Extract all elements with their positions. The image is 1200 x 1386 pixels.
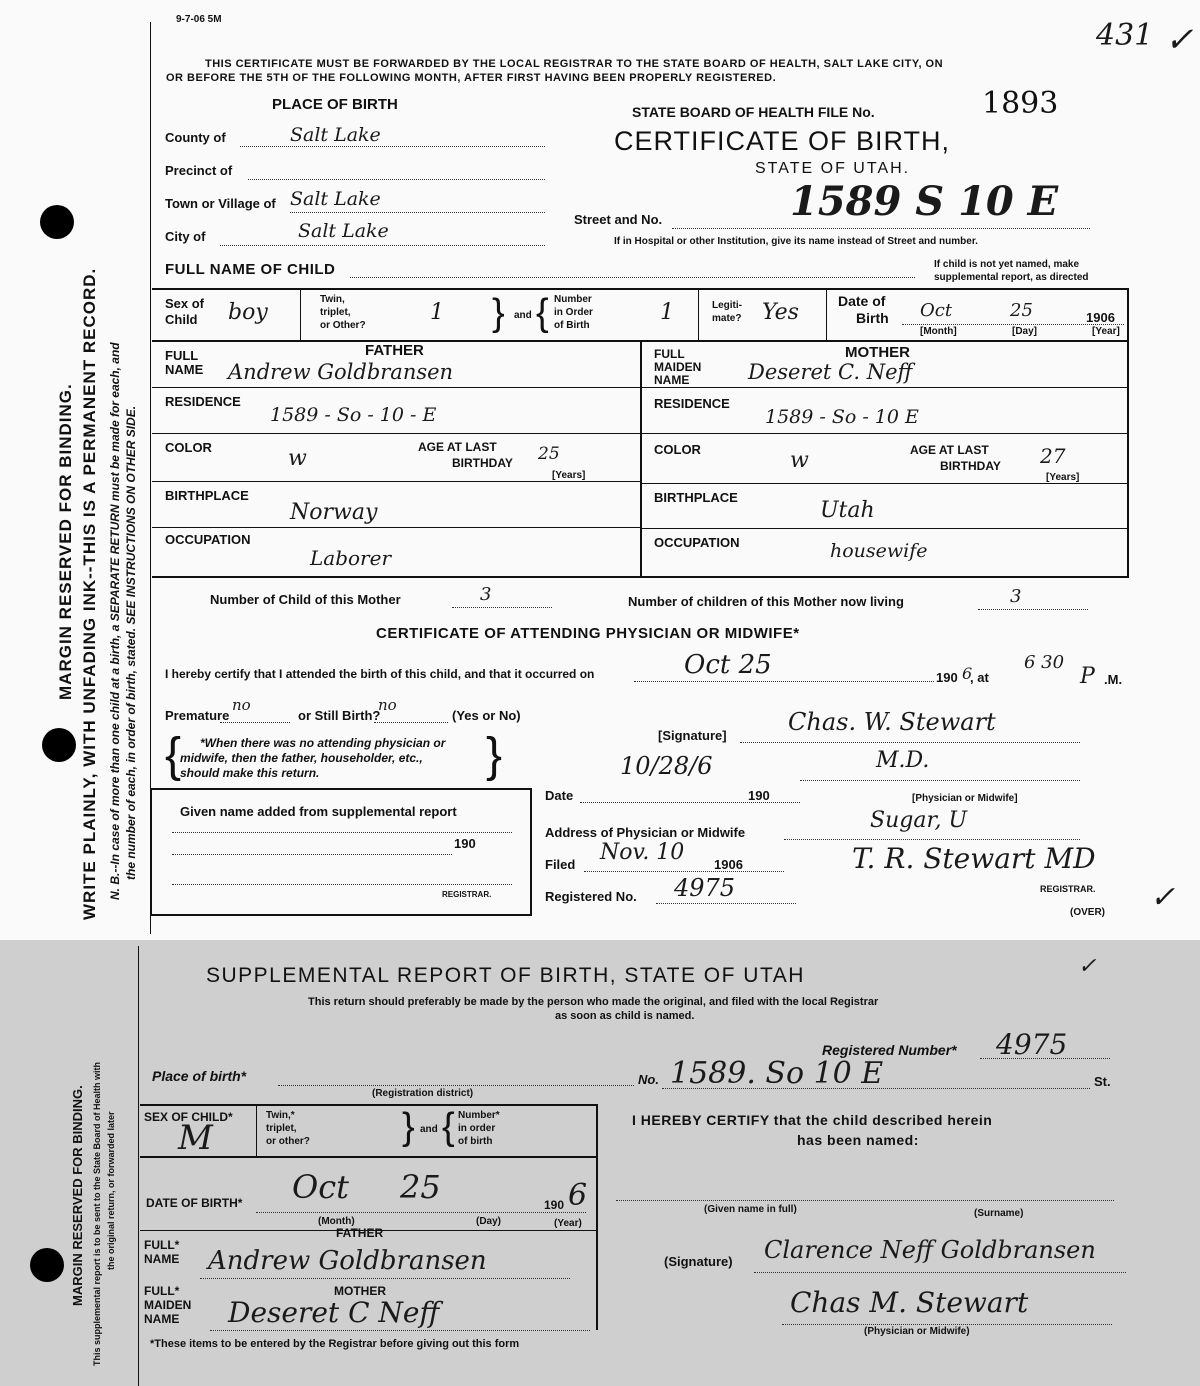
forward-note-2: OR BEFORE THE 5TH OF THE FOLLOWING MONTH, AFTER FIRST HAVING BEEN PROPERLY REGISTERED.: [166, 72, 777, 84]
child-note-1: If child is not yet named, make: [934, 259, 1080, 270]
child-name-label: FULL NAME OF CHILD: [165, 261, 336, 278]
supp-day-caption: (Day): [476, 1216, 502, 1227]
twin-value: 1: [430, 300, 444, 325]
check-mark-icon: ✓: [1150, 880, 1176, 915]
supp-year-caption: (Year): [554, 1218, 582, 1229]
supp-dob-line: [256, 1212, 586, 1213]
sex-value: boy: [228, 300, 268, 325]
given-registrar: REGISTRAR.: [442, 890, 492, 899]
precinct-label: Precinct of: [165, 163, 233, 178]
row-rule: [642, 483, 1128, 484]
given-line: [172, 854, 452, 855]
filed-date: Nov. 10: [600, 840, 685, 865]
children-living: 3: [1010, 586, 1022, 607]
father-name-label: NAME: [165, 362, 204, 377]
premature-value: no: [232, 696, 251, 714]
still-birth-label: or Still Birth?: [298, 708, 381, 723]
supp-physician: Chas M. Stewart: [790, 1286, 1029, 1319]
filed-line: [584, 871, 784, 872]
supp-registered-label: Registered Number*: [822, 1042, 957, 1058]
over-caption: (OVER): [1070, 907, 1105, 918]
supp-signature: Clarence Neff Goldbransen: [764, 1236, 1096, 1264]
supp-father-line: [200, 1278, 570, 1279]
mother-color-label: COLOR: [654, 442, 701, 457]
father-heading: FATHER: [365, 342, 424, 359]
check-mark-icon: ✓: [1078, 954, 1097, 979]
row-rule: [152, 387, 640, 388]
filed-year: 1906: [714, 857, 743, 872]
father-years-caption: [Years]: [552, 470, 586, 481]
address-line: [784, 839, 1080, 840]
registrar-signature: T. R. Stewart MD: [852, 842, 1096, 875]
precinct-line: [248, 179, 545, 180]
check-mark-icon: ✓: [1165, 20, 1194, 60]
brace-icon: {: [165, 729, 182, 782]
physician-title: M.D.: [876, 748, 930, 773]
no-physician-note-2: midwife, then the father, householder, etc.,: [180, 751, 423, 765]
county-value: Salt Lake: [290, 124, 381, 146]
margin-note-2: the number of each, in order of birth, stated. SEE INSTRUCTIONS ON OTHER SIDE.: [124, 405, 138, 880]
father-age-label-2: BIRTHDAY: [452, 456, 513, 470]
supp-margin-note-2: the original return, or forwarded later: [106, 1111, 116, 1270]
dob-label-2: Birth: [856, 310, 889, 326]
child-name-line: [350, 277, 915, 278]
physician-caption: [Physician or Midwife]: [912, 793, 1018, 804]
pm-suffix: .M.: [1104, 672, 1123, 687]
supp-place-label: Place of birth*: [152, 1068, 247, 1084]
supp-dob-month: Oct: [292, 1168, 350, 1206]
father-color: w: [288, 446, 307, 471]
yes-no-caption: (Yes or No): [452, 708, 521, 723]
supp-twin-label-2: triplet,: [266, 1123, 297, 1134]
given-line: [172, 884, 512, 885]
cell-rule: [300, 290, 301, 340]
supp-sex-label: SEX OF CHILD*: [144, 1110, 233, 1124]
supp-mother-maiden-label: MAIDEN: [144, 1298, 192, 1312]
town-line: [290, 212, 545, 213]
father-color-label: COLOR: [165, 440, 212, 455]
dob-year: 1906: [1086, 310, 1115, 325]
signature-label: [Signature]: [658, 728, 727, 743]
birth-year-digit: 6: [962, 664, 973, 683]
and-label: and: [514, 310, 532, 321]
father-full-label: FULL: [165, 348, 199, 363]
legit-label-2: mate?: [712, 313, 742, 324]
file-number: 1893: [982, 86, 1059, 121]
row-rule: [642, 433, 1128, 434]
supp-surname-caption: (Surname): [974, 1208, 1024, 1219]
father-occupation-label: OCCUPATION: [165, 532, 251, 547]
address-label: Address of Physician or Midwife: [545, 825, 746, 840]
supplemental-report: [0, 940, 1200, 1386]
row-rule: [642, 528, 1128, 529]
sex-label-2: Child: [165, 312, 198, 327]
order-value: 1: [660, 300, 674, 325]
still-birth-value: no: [378, 696, 397, 714]
month-caption: [Month]: [920, 326, 957, 337]
file-label: STATE BOARD OF HEALTH FILE No.: [632, 104, 875, 120]
still-birth-line: [374, 722, 448, 723]
father-residence-label: RESIDENCE: [165, 394, 241, 409]
supp-father-name-label: NAME: [144, 1252, 180, 1266]
certify-line: [634, 681, 934, 682]
binding-hole: [30, 1248, 64, 1282]
street-note: If in Hospital or other Institution, give its name instead of Street and number.: [614, 236, 978, 247]
form-code: 9-7-06 5M: [176, 14, 222, 25]
brace-icon: {: [442, 1106, 455, 1148]
supp-given-caption: (Given name in full): [704, 1204, 797, 1215]
brace-icon: }: [402, 1106, 415, 1148]
cell-rule: [698, 290, 699, 340]
legit-label: Legiti-: [712, 300, 742, 311]
registrar-caption: REGISTRAR.: [1040, 884, 1096, 894]
supp-sex: M: [178, 1118, 213, 1158]
mother-birthplace: Utah: [820, 498, 875, 523]
order-label-2: in Order: [554, 307, 593, 318]
mother-color: w: [790, 448, 809, 473]
father-birthplace-label: BIRTHPLACE: [165, 488, 249, 503]
street-line: [672, 228, 1090, 229]
supp-month-caption: (Month): [318, 1216, 355, 1227]
supp-signature-line: [754, 1272, 1126, 1273]
mother-occupation: housewife: [830, 540, 928, 562]
mother-age: 27: [1040, 444, 1066, 468]
given-name-box: [150, 788, 532, 916]
title-line: [800, 780, 1080, 781]
row-rule: [140, 1104, 596, 1106]
mother-birthplace-label: BIRTHPLACE: [654, 490, 738, 505]
date-label: Date: [545, 788, 574, 803]
birth-pm: P: [1080, 664, 1095, 689]
town-value: Salt Lake: [290, 188, 381, 210]
dob-month: Oct: [920, 300, 953, 321]
supp-father-heading: FATHER: [336, 1226, 384, 1240]
mother-years-caption: [Years]: [1046, 472, 1080, 483]
order-label-3: of Birth: [554, 320, 590, 331]
county-label: County of: [165, 130, 226, 145]
row-rule: [152, 433, 640, 434]
premature-line: [220, 722, 290, 723]
supp-st-label: St.: [1094, 1074, 1111, 1089]
cell-rule: [256, 1106, 257, 1156]
supp-no-label: No.: [638, 1072, 659, 1087]
row-rule: [642, 387, 1128, 388]
year-caption: [Year]: [1092, 326, 1120, 337]
supp-mother-line: [210, 1330, 590, 1331]
signed-year-prefix: 190: [748, 788, 770, 803]
physician-address: Sugar, U: [870, 808, 968, 833]
city-line: [220, 245, 545, 246]
binding-hole: [40, 205, 74, 239]
mother-name: Deseret C. Neff: [748, 360, 913, 384]
supp-margin-binding: MARGIN RESERVED FOR BINDING.: [70, 1085, 85, 1306]
birth-time: 6 30: [1024, 652, 1065, 673]
margin-note-1: N. B.--In case of more than one child at a birth, a SEPARATE RETURN must be made for each, and: [108, 342, 122, 900]
forward-note-1: THIS CERTIFICATE MUST BE FORWARDED BY THE LOCAL REGISTRAR TO THE STATE BOARD OF HEALTH, SALT LAKE CITY, ON: [205, 58, 944, 70]
given-name-label: Given name added from supplemental report: [180, 804, 457, 819]
margin-binding: MARGIN RESERVED FOR BINDING.: [56, 383, 75, 700]
physician-signature: Chas. W. Stewart: [788, 708, 996, 736]
father-age: 25: [538, 444, 560, 464]
supp-dob-label: DATE OF BIRTH*: [146, 1196, 243, 1210]
registered-line: [656, 903, 796, 904]
street-value: 1589 S 10 E: [790, 178, 1059, 225]
certificate-title: CERTIFICATE OF BIRTH,: [614, 126, 951, 156]
supp-order-label: Number*: [458, 1110, 500, 1121]
no-physician-note-3: should make this return.: [180, 766, 320, 780]
binding-hole: [42, 728, 76, 762]
premature-label: Premature: [165, 708, 230, 723]
legit-value: Yes: [762, 300, 799, 325]
mother-age-label: AGE AT LAST: [910, 443, 989, 457]
certify-text: I hereby certify that I attended the birth of this child, and that it occurred on: [165, 667, 595, 681]
supp-dob-year: 6: [568, 1178, 588, 1213]
order-label: Number: [554, 294, 592, 305]
supp-father-full-label: FULL*: [144, 1238, 180, 1252]
supp-registered-number: 4975: [996, 1028, 1068, 1061]
birth-date: Oct 25: [684, 650, 772, 680]
margin-write-plainly: WRITE PLAINLY, WITH UNFADING INK--THIS IS A PERMANENT RECORD.: [80, 267, 99, 920]
supp-divider: [596, 1104, 598, 1330]
child-number-line: [452, 607, 552, 608]
supp-father: Andrew Goldbransen: [208, 1246, 487, 1276]
dob-label: Date of: [838, 293, 886, 309]
parents-divider: [640, 342, 642, 576]
supp-note-2: as soon as child is named.: [555, 1010, 695, 1022]
given-year: 190: [454, 836, 476, 851]
supp-dob-year-prefix: 190: [544, 1198, 565, 1212]
brace-icon: }: [486, 729, 503, 782]
row-rule: [152, 576, 1129, 578]
row-rule: [152, 288, 1129, 290]
brace-icon: }: [492, 292, 505, 334]
mother-maiden-label: MAIDEN: [654, 360, 702, 374]
supp-dob-day: 25: [400, 1168, 441, 1206]
twin-label-3: or Other?: [320, 320, 366, 331]
supp-mother-heading: MOTHER: [334, 1284, 386, 1298]
supp-order-label-2: in order: [458, 1123, 496, 1134]
father-birthplace: Norway: [290, 500, 378, 525]
city-value: Salt Lake: [298, 220, 389, 242]
registered-number: 4975: [674, 874, 736, 902]
supp-margin-note: This supplemental report is to be sent to the State Board of Health with: [92, 1061, 102, 1366]
row-rule: [152, 481, 640, 482]
supp-twin-label-3: or other?: [266, 1136, 310, 1147]
supp-physician-caption: (Physician or Midwife): [864, 1326, 970, 1337]
supp-district-caption: (Registration district): [372, 1088, 474, 1099]
father-age-label: AGE AT LAST: [418, 440, 497, 454]
supp-mother-full-label: FULL*: [144, 1284, 180, 1298]
row-rule: [152, 527, 640, 528]
supp-mother-name-label: NAME: [144, 1312, 180, 1326]
supp-twin-label: Twin,*: [266, 1110, 295, 1121]
signed-date: 10/28/6: [620, 752, 713, 780]
corner-number: 431: [1096, 18, 1154, 53]
signature-line: [740, 742, 1080, 743]
twin-label: Twin,: [320, 294, 345, 305]
brace-icon: {: [536, 292, 549, 334]
father-occupation: Laborer: [310, 546, 392, 570]
physician-heading: CERTIFICATE OF ATTENDING PHYSICIAN OR MIDWIFE*: [376, 625, 800, 642]
children-living-line: [978, 609, 1088, 610]
mother-heading: MOTHER: [845, 344, 910, 361]
town-label: Town or Village of: [165, 196, 276, 211]
mother-age-label-2: BIRTHDAY: [940, 459, 1001, 473]
supp-footnote: *These items to be entered by the Registrar before giving out this form: [150, 1338, 520, 1350]
no-physician-note-1: *When there was no attending physician or: [200, 736, 446, 750]
county-line: [240, 146, 545, 147]
supp-name-line: [616, 1200, 1114, 1201]
mother-residence-label: RESIDENCE: [654, 396, 730, 411]
supp-address: 1589. So 10 E: [670, 1056, 884, 1091]
child-note-2: supplemental report, as directed: [934, 272, 1089, 283]
father-name: Andrew Goldbransen: [228, 360, 454, 384]
filed-label: Filed: [545, 857, 576, 872]
supp-order-label-3: of birth: [458, 1136, 493, 1147]
state-title: STATE OF UTAH.: [755, 160, 911, 177]
mother-residence: 1589 - So - 10 E: [765, 406, 919, 428]
twin-label-2: triplet,: [320, 307, 351, 318]
father-residence: 1589 - So - 10 - E: [270, 404, 437, 426]
supp-certify-2: has been named:: [797, 1132, 919, 1148]
sex-label: Sex of: [165, 296, 205, 311]
mother-occupation-label: OCCUPATION: [654, 535, 740, 550]
city-label: City of: [165, 229, 206, 244]
dob-day: 25: [1010, 300, 1033, 321]
supp-signature-label: (Signature): [664, 1254, 733, 1269]
place-heading: PLACE OF BIRTH: [272, 96, 398, 113]
children-living-label: Number of children of this Mother now living: [628, 594, 904, 609]
birth-year-prefix: 190: [936, 670, 958, 685]
supp-and-label: and: [420, 1124, 438, 1135]
street-label: Street and No.: [574, 212, 663, 227]
cell-rule: [826, 290, 827, 340]
registered-label: Registered No.: [545, 889, 637, 904]
supp-place-line: [278, 1085, 634, 1086]
given-line: [172, 832, 512, 833]
child-number-label: Number of Child of this Mother: [210, 592, 401, 607]
supp-certify-1: I HEREBY CERTIFY that the child described herein: [632, 1112, 993, 1128]
child-number: 3: [480, 584, 492, 605]
margin-line: [138, 946, 139, 1386]
supp-title: SUPPLEMENTAL REPORT OF BIRTH, STATE OF UTAH: [206, 964, 805, 987]
supp-physician-line: [782, 1324, 1112, 1325]
mother-name-label: NAME: [654, 373, 690, 387]
mother-full-label: FULL: [654, 347, 685, 361]
supp-mother: Deseret C Neff: [228, 1296, 440, 1329]
day-caption: [Day]: [1012, 326, 1038, 337]
supp-note-1: This return should preferably be made by the person who made the original, and filed with the local Registrar: [308, 996, 879, 1008]
at-label: , at: [970, 670, 989, 685]
